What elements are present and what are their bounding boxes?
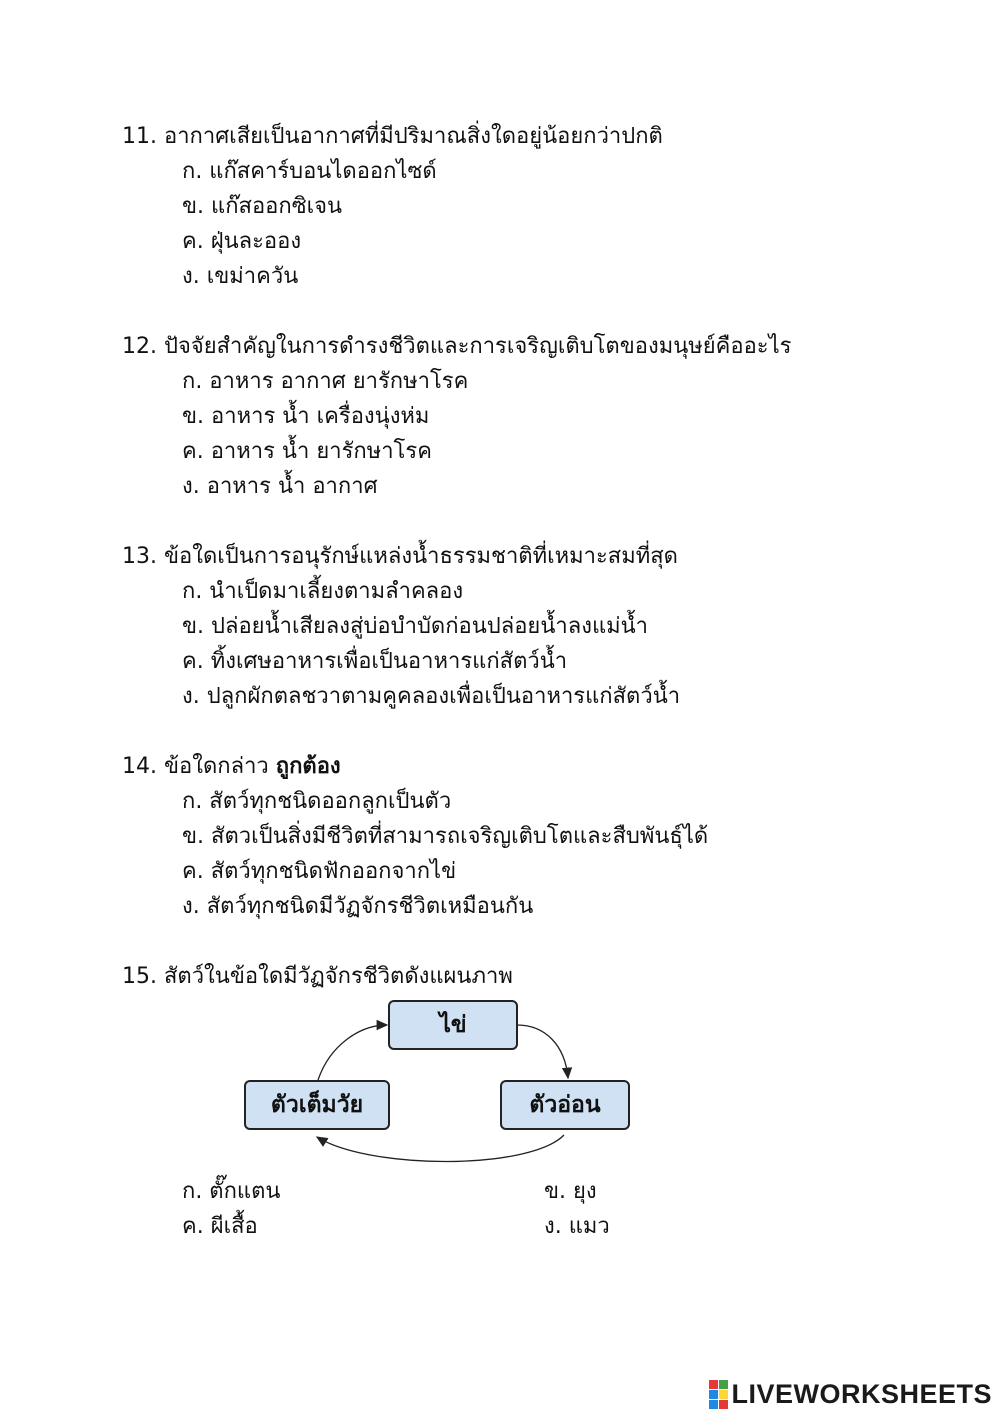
arrow-larva-to-adult [317,1135,564,1162]
option-c[interactable]: ค. อาหาร น้ำ ยารักษาโรค [182,439,432,464]
adult-box: ตัวเต็มวัย [244,1080,390,1130]
option-b[interactable]: ข. ยุง [544,1179,597,1204]
option-c[interactable]: ค. ผีเสื้อ [182,1214,258,1239]
option-d[interactable]: ง. ปลูกผักตลชวาตามคูคลองเพื่อเป็นอาหารแก่สัตว์น้ำ [182,684,681,709]
question-stem [122,752,341,782]
option-b[interactable]: ข. อาหาร น้ำ เครื่องนุ่งห่ม [182,404,430,429]
option-a[interactable]: ก. แก๊สคาร์บอนไดออกไซด์ [182,159,437,184]
question-stem: 11. อากาศเสียเป็นอากาศที่มีปริมาณสิ่งใดอยู่น้อยกว่าปกติ [122,124,663,149]
liveworksheets-logo [709,1377,992,1411]
option-b[interactable]: ข. สัตวเป็นสิ่งมีชีวิตที่สามารถเจริญเติบโตและสืบพันธุ์ได้ [182,824,709,849]
option-c[interactable]: ค. ทิ้งเศษอาหารเพื่อเป็นอาหารแก่สัตว์น้ำ [182,649,568,674]
option-c[interactable]: ค. ฝุ่นละออง [182,229,302,254]
logo-mark-icon [709,1380,728,1409]
question-stem: 13. ข้อใดเป็นการอนุรักษ์แหล่งน้ำธรรมชาติที่เหมาะสมที่สุด [122,544,678,569]
option-d[interactable]: ง. สัตว์ทุกชนิดมีวัฏจักรชีวิตเหมือนกัน [182,894,534,919]
arrow-adult-to-egg [318,1025,387,1080]
option-d[interactable]: ง. อาหาร น้ำ อากาศ [182,474,378,499]
option-d[interactable]: ง. เขม่าควัน [182,264,299,289]
life-cycle-diagram [230,995,650,1175]
question-stem-text: 14. ข้อใดกล่าว [122,754,276,779]
option-a[interactable]: ก. ตั๊กแตน [182,1179,281,1204]
option-b[interactable]: ข. ปล่อยน้ำเสียลงสู่บ่อบำบัดก่อนปล่อยน้ำลงแม่น้ำ [182,614,649,639]
egg-box: ไข่ [388,1000,518,1050]
option-c[interactable]: ค. สัตว์ทุกชนิดฟักออกจากไข่ [182,859,457,884]
option-b[interactable]: ข. แก๊สออกซิเจน [182,194,343,219]
question-stem: 12. ปัจจัยสำคัญในการดำรงชีวิตและการเจริญเติบโตของมนุษย์คืออะไร [122,334,792,359]
question-stem-emphasis: ถูกต้อง [275,754,341,779]
question-stem: 15. สัตว์ในข้อใดมีวัฏจักรชีวิตดังแผนภาพ [122,964,513,989]
arrow-egg-to-larva [517,1025,568,1078]
option-a[interactable]: ก. นำเป็ดมาเลี้ยงตามลำคลอง [182,579,464,604]
larva-box: ตัวอ่อน [500,1080,630,1130]
logo-text: LIVEWORKSHEETS [731,1378,992,1409]
option-a[interactable]: ก. อาหาร อากาศ ยารักษาโรค [182,369,469,394]
option-d[interactable]: ง. แมว [544,1214,610,1239]
option-a[interactable]: ก. สัตว์ทุกชนิดออกลูกเป็นตัว [182,789,452,814]
